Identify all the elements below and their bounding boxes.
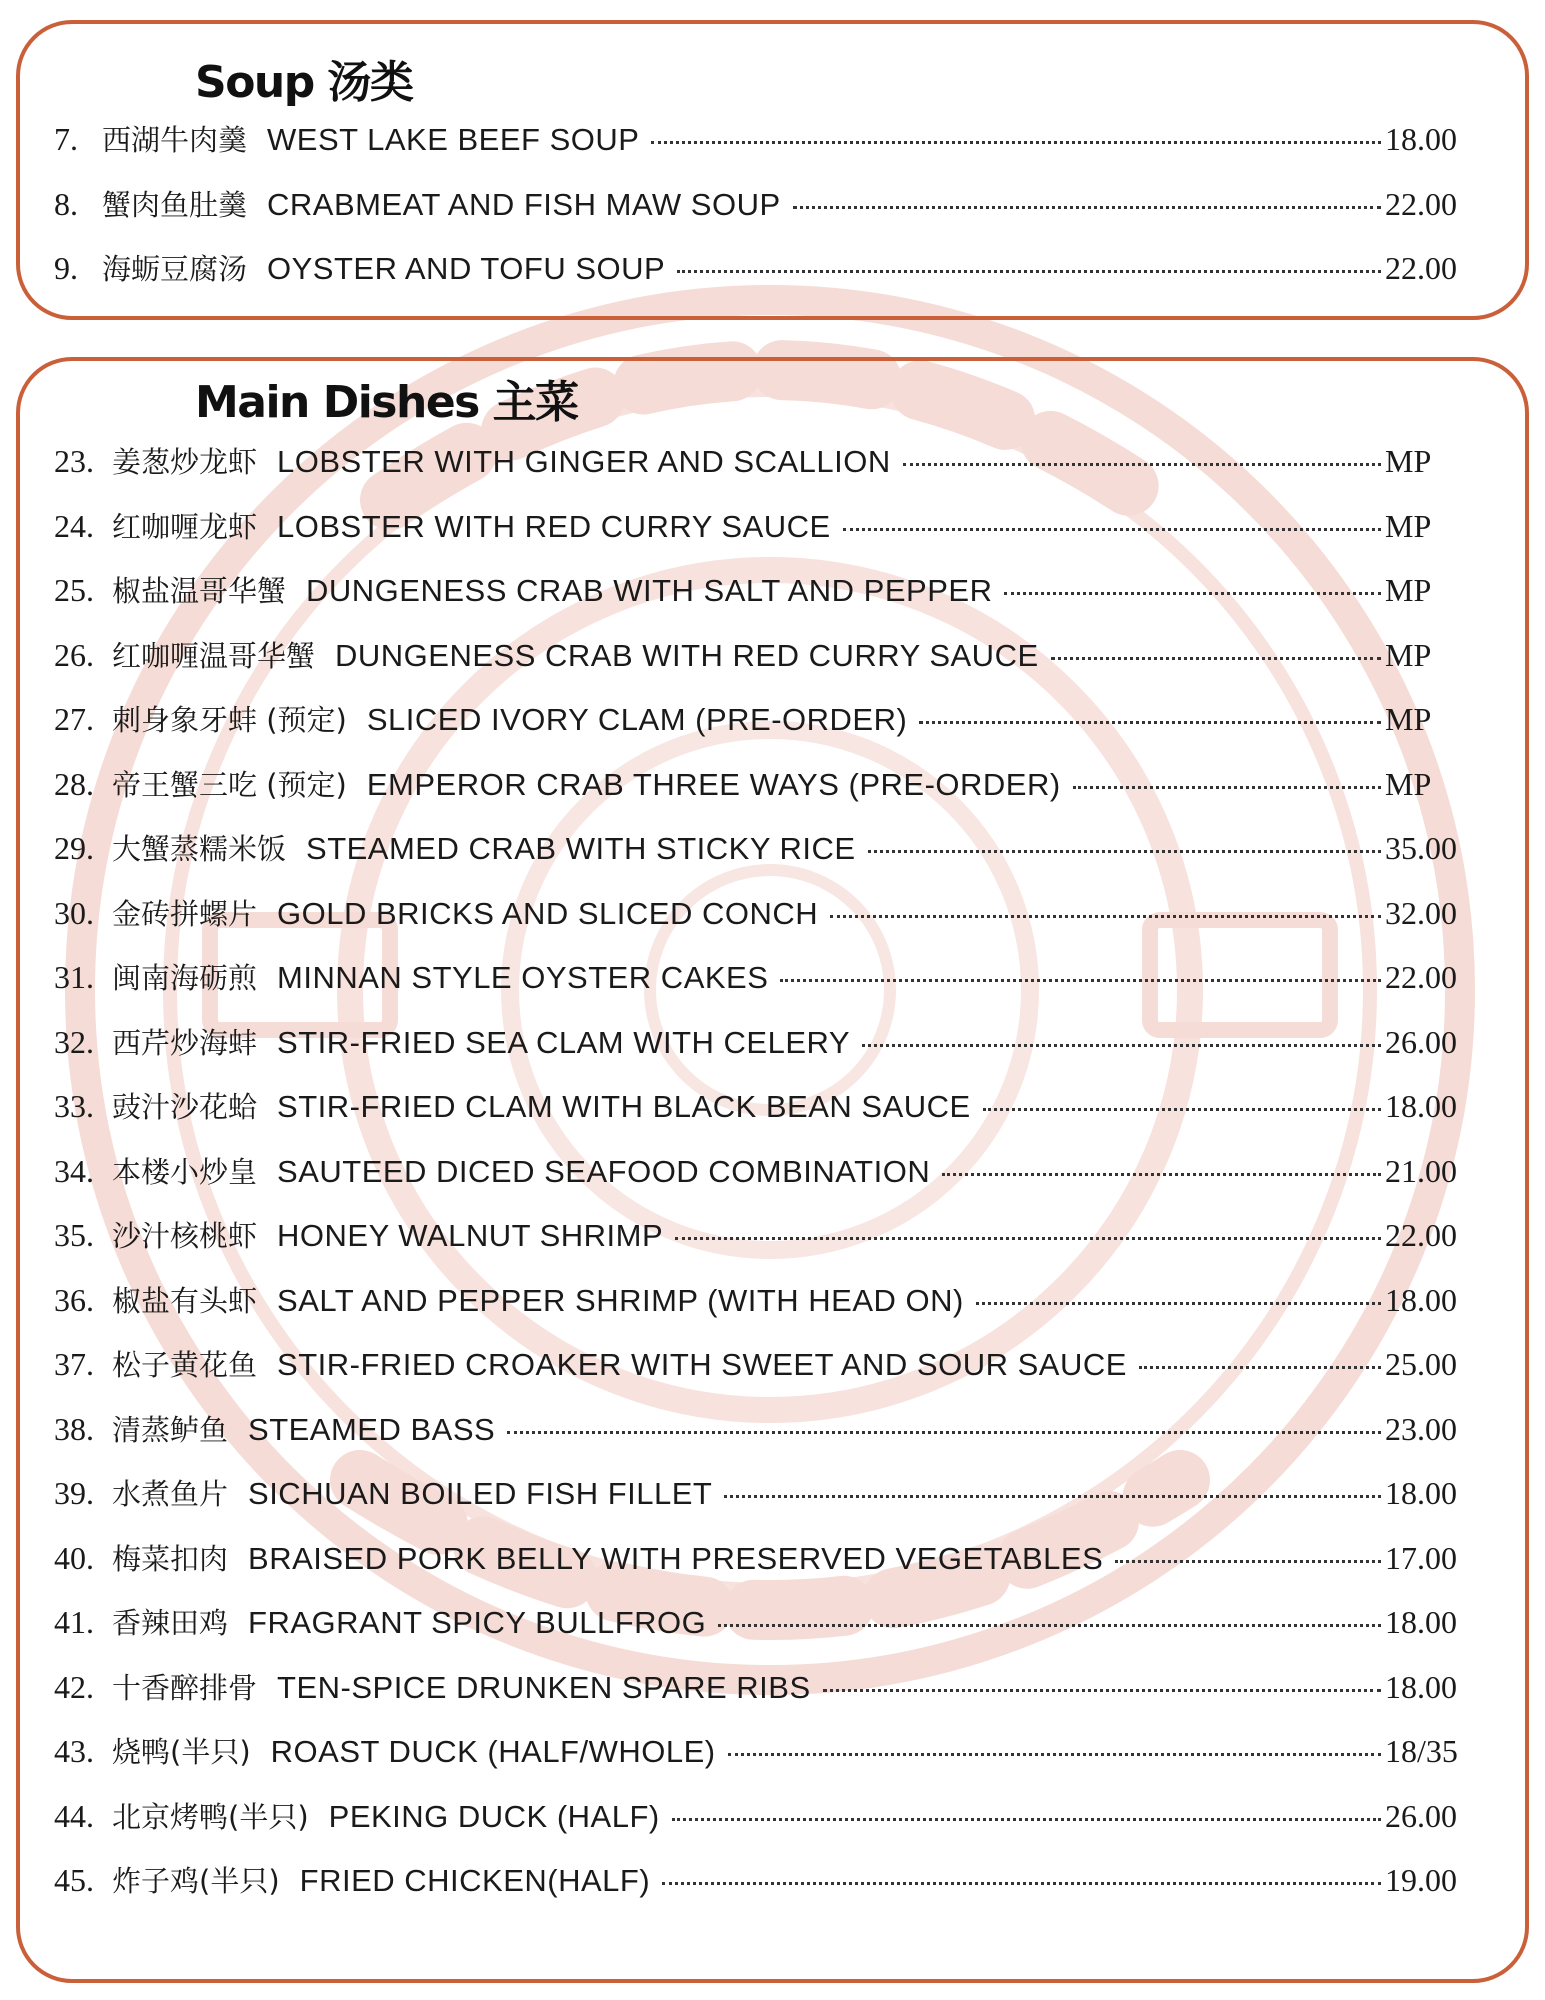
menu-item [54, 1214, 1465, 1279]
menu-item-english-name: DUNGENESS CRAB WITH RED CURRY SAUCE [335, 637, 1039, 673]
menu-item [54, 1859, 1465, 1924]
dot-leader [651, 141, 1381, 144]
menu-item-english-name: DUNGENESS CRAB WITH SALT AND PEPPER [306, 573, 993, 608]
menu-item-price: MP [1385, 507, 1432, 544]
menu-item-number: 39. [54, 1475, 94, 1511]
menu-item-english-name: BRAISED PORK BELLY WITH PRESERVED VEGETABLES [248, 1540, 1104, 1576]
menu-item-chinese-name: 姜葱炒龙虾 [112, 445, 258, 479]
menu-item-english-name: OYSTER AND TOFU SOUP [267, 251, 666, 286]
menu-item-chinese-name: 豉汁沙花蛤 [112, 1090, 258, 1124]
menu-item-english-name: STIR-FRIED CLAM WITH BLACK BEAN SAUCE [277, 1089, 971, 1124]
dot-leader [793, 206, 1381, 209]
dot-leader [677, 270, 1381, 273]
menu-item-number: 44. [54, 1797, 94, 1834]
dot-leader [843, 528, 1381, 531]
dot-leader [675, 1237, 1381, 1240]
menu-item-price: MP [1385, 701, 1432, 737]
menu-item-english-name: FRIED CHICKEN(HALF) [299, 1863, 651, 1898]
menu-item-english-name: STIR-FRIED CROAKER WITH SWEET AND SOUR SAUCE [277, 1347, 1127, 1382]
dot-leader [728, 1753, 1381, 1756]
menu-item-chinese-name: 北京烤鸭(半只) [112, 1799, 309, 1834]
menu-item [54, 440, 1465, 505]
menu-item-price: 32.00 [1385, 894, 1457, 931]
menu-item-chinese-name: 松子黄花鱼 [112, 1348, 258, 1382]
dot-leader [919, 721, 1381, 724]
menu-item-english-name: STEAMED CRAB WITH STICKY RICE [306, 831, 856, 866]
menu-item [54, 1730, 1465, 1795]
dot-leader [1051, 657, 1381, 660]
menu-item [54, 1085, 1465, 1150]
menu-item [54, 1343, 1465, 1408]
menu-item-number: 26. [54, 636, 94, 673]
menu-item [54, 1472, 1465, 1537]
menu-item-chinese-name: 红咖喱龙虾 [112, 509, 258, 544]
menu-item-english-name: TEN-SPICE DRUNKEN SPARE RIBS [277, 1669, 811, 1705]
dot-leader [1004, 592, 1381, 595]
menu-item-chinese-name: 炸子鸡(半只) [112, 1864, 280, 1898]
menu-item-english-name: ROAST DUCK (HALF/WHOLE) [270, 1734, 716, 1769]
menu-item [54, 763, 1465, 828]
dot-leader [830, 915, 1381, 918]
menu-item-number: 23. [54, 443, 94, 479]
dot-leader [724, 1495, 1381, 1498]
menu-item [54, 1021, 1465, 1086]
menu-item-english-name: STIR-FRIED SEA CLAM WITH CELERY [277, 1024, 851, 1060]
menu-item-price: MP [1385, 443, 1432, 479]
menu-item-chinese-name: 本楼小炒皇 [112, 1154, 258, 1189]
dot-leader [1073, 786, 1381, 789]
menu-item-price: 22.00 [1385, 250, 1457, 286]
menu-item-number: 28. [54, 765, 94, 802]
menu-item-number: 8. [54, 185, 78, 222]
menu-item-price: 22.00 [1385, 959, 1457, 995]
menu-item-price: MP [1385, 572, 1432, 608]
dot-leader [976, 1302, 1381, 1305]
dot-leader [868, 850, 1381, 853]
menu-item-price: 18.00 [1385, 121, 1457, 157]
menu-item-chinese-name: 十香醉排骨 [112, 1670, 258, 1705]
menu-item-price: 18.00 [1385, 1281, 1457, 1318]
menu-item [54, 569, 1465, 634]
menu-item-english-name: WEST LAKE BEEF SOUP [267, 122, 640, 157]
menu-item-price: 19.00 [1385, 1862, 1457, 1898]
menu-item-number: 42. [54, 1668, 94, 1705]
menu-item-price: 26.00 [1385, 1023, 1457, 1060]
menu-item [54, 118, 1465, 183]
menu-item-price: 23.00 [1385, 1410, 1457, 1447]
menu-item-chinese-name: 沙汁核桃虾 [112, 1219, 258, 1253]
menu-item-number: 37. [54, 1346, 94, 1382]
menu-item [54, 698, 1465, 763]
menu-item-chinese-name: 烧鸭(半只) [112, 1735, 251, 1769]
menu-item-number: 32. [54, 1023, 94, 1060]
menu-item [54, 1795, 1465, 1860]
menu-item-chinese-name: 水煮鱼片 [112, 1477, 229, 1511]
dot-leader [1115, 1560, 1381, 1563]
menu-item-number: 24. [54, 507, 94, 544]
menu-item-chinese-name: 海蛎豆腐汤 [102, 252, 248, 286]
menu-item-number: 38. [54, 1410, 94, 1447]
soup-section-title: Soup 汤类 [195, 57, 413, 108]
menu-item-chinese-name: 金砖拼螺片 [112, 896, 258, 931]
dot-leader [942, 1173, 1381, 1176]
dot-leader [983, 1108, 1381, 1111]
menu-item-chinese-name: 帝王蟹三吃 (预定) [112, 767, 347, 802]
menu-item-english-name: PEKING DUCK (HALF) [328, 1798, 660, 1834]
menu-item-english-name: CRABMEAT AND FISH MAW SOUP [267, 186, 781, 222]
menu-item-chinese-name: 香辣田鸡 [112, 1606, 229, 1640]
soup-section [16, 20, 1529, 320]
menu-item-chinese-name: 红咖喱温哥华蟹 [112, 638, 316, 673]
menu-item-number: 35. [54, 1217, 94, 1253]
menu-item-number: 34. [54, 1152, 94, 1189]
menu-item-number: 7. [54, 121, 78, 157]
menu-item-price: 18.00 [1385, 1088, 1457, 1124]
menu-item-price: 21.00 [1385, 1152, 1457, 1189]
menu-item [54, 1150, 1465, 1215]
menu-item-number: 33. [54, 1088, 94, 1124]
menu-item-chinese-name: 刺身象牙蚌 (预定) [112, 703, 347, 737]
menu-item [54, 1537, 1465, 1602]
dot-leader [718, 1624, 1381, 1627]
menu-item [54, 1666, 1465, 1731]
menu-item [54, 247, 1465, 312]
main-dishes-section-title: Main Dishes 主菜 [195, 377, 578, 428]
menu-item-english-name: SAUTEED DICED SEAFOOD COMBINATION [277, 1153, 931, 1189]
menu-item-chinese-name: 椒盐有头虾 [112, 1283, 258, 1318]
menu-item-price: 18/35 [1385, 1733, 1458, 1769]
menu-item [54, 827, 1465, 892]
menu-item-price: 35.00 [1385, 830, 1457, 866]
menu-item [54, 1279, 1465, 1344]
menu-item [54, 505, 1465, 570]
dot-leader [903, 463, 1381, 466]
menu-item [54, 183, 1465, 248]
menu-item-number: 27. [54, 701, 94, 737]
menu-item-number: 29. [54, 830, 94, 866]
menu-item-number: 25. [54, 572, 94, 608]
menu-item-number: 45. [54, 1862, 94, 1898]
menu-item-english-name: EMPEROR CRAB THREE WAYS (PRE-ORDER) [366, 766, 1061, 802]
menu-item [54, 892, 1465, 957]
menu-item-chinese-name: 大蟹蒸糯米饭 [112, 832, 287, 866]
dot-leader [862, 1044, 1381, 1047]
menu-item-english-name: FRAGRANT SPICY BULLFROG [248, 1605, 707, 1640]
menu-item-number: 40. [54, 1539, 94, 1576]
menu-item-english-name: SALT AND PEPPER SHRIMP (WITH HEAD ON) [277, 1282, 964, 1318]
menu-item-price: 26.00 [1385, 1797, 1457, 1834]
menu-item-number: 30. [54, 894, 94, 931]
main-dishes-item-list [54, 440, 1465, 1924]
menu-item-english-name: LOBSTER WITH RED CURRY SAUCE [277, 508, 831, 544]
menu-item [54, 956, 1465, 1021]
menu-item-price: 18.00 [1385, 1604, 1457, 1640]
menu-item-number: 43. [54, 1733, 94, 1769]
menu-item [54, 1601, 1465, 1666]
menu-item-english-name: SICHUAN BOILED FISH FILLET [248, 1476, 713, 1511]
menu-item-number: 36. [54, 1281, 94, 1318]
menu-item-english-name: GOLD BRICKS AND SLICED CONCH [277, 895, 819, 931]
menu-item-chinese-name: 闽南海砺煎 [112, 961, 258, 995]
menu-item-number: 41. [54, 1604, 94, 1640]
menu-item [54, 634, 1465, 699]
dot-leader [507, 1431, 1381, 1434]
menu-item-english-name: LOBSTER WITH GINGER AND SCALLION [277, 444, 891, 479]
dot-leader [823, 1689, 1381, 1692]
dot-leader [1139, 1366, 1381, 1369]
main-dishes-section [16, 357, 1529, 1983]
menu-item-price: 22.00 [1385, 185, 1457, 222]
menu-item-chinese-name: 椒盐温哥华蟹 [112, 574, 287, 608]
menu-item-chinese-name: 蟹肉鱼肚羹 [102, 187, 248, 222]
menu-item-chinese-name: 清蒸鲈鱼 [112, 1412, 229, 1447]
menu-item-number: 31. [54, 959, 94, 995]
menu-item-chinese-name: 西湖牛肉羹 [102, 123, 248, 157]
dot-leader [780, 979, 1381, 982]
menu-item-english-name: STEAMED BASS [248, 1411, 496, 1447]
menu-item-chinese-name: 梅菜扣肉 [112, 1541, 229, 1576]
menu-item-english-name: HONEY WALNUT SHRIMP [277, 1218, 664, 1253]
menu-item-price: 18.00 [1385, 1475, 1457, 1511]
menu-item-price: 25.00 [1385, 1346, 1457, 1382]
soup-item-list [54, 118, 1465, 312]
menu-item-price: 18.00 [1385, 1668, 1457, 1705]
menu-item-price: 17.00 [1385, 1539, 1457, 1576]
menu-item-english-name: SLICED IVORY CLAM (PRE-ORDER) [366, 702, 908, 737]
menu-item-price: MP [1385, 636, 1432, 673]
menu-item-price: 22.00 [1385, 1217, 1457, 1253]
menu-item-price: MP [1385, 765, 1432, 802]
dot-leader [672, 1818, 1381, 1821]
menu-item-chinese-name: 西芹炒海蚌 [112, 1025, 258, 1060]
menu-item-number: 9. [54, 250, 78, 286]
menu-item [54, 1408, 1465, 1473]
menu-item-english-name: MINNAN STYLE OYSTER CAKES [277, 960, 769, 995]
dot-leader [662, 1882, 1381, 1885]
